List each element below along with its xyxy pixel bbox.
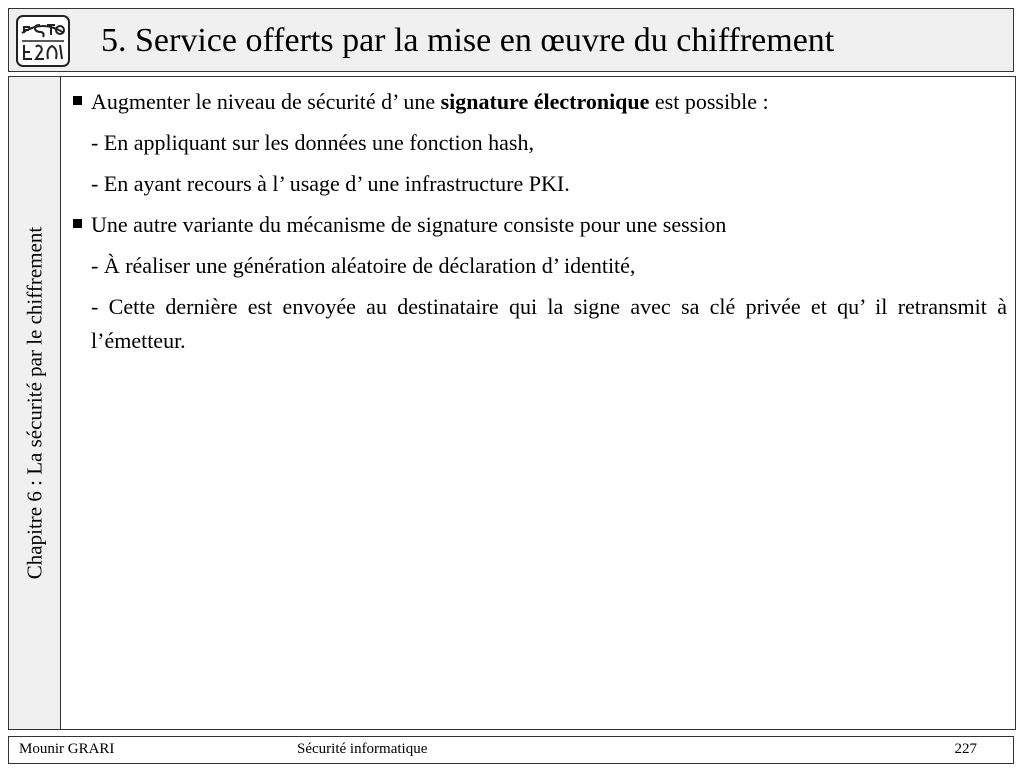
slide-header [8,8,1014,72]
bullet-item-1 [71,85,1007,119]
bullet-2-text: Une autre variante du mécanisme de signature consiste pour une session [91,212,727,237]
square-bullet-icon [73,96,82,105]
sub-item-4: - Cette dernière est envoyée au destinataire qui la signe avec sa clé privée et qu’ il retransmit à l’émetteur. [91,294,1007,353]
footer-course: Sécurité informatique [297,741,428,757]
slide-title: 5. Service offerts par la mise en œuvre du chiffrement [101,22,835,59]
sub-item-3: - À réaliser une génération aléatoire de déclaration d’ identité, [91,253,636,278]
chapter-label: Chapitre 6 : La sécurité par le chiffrement [22,226,46,580]
bullet-1-bold-term: signature électronique [440,89,650,114]
slide-content [60,76,1016,730]
sub-item-2: - En ayant recours à l’ usage d’ une infrastructure PKI. [91,171,570,196]
chapter-sidebar [8,76,61,730]
bullet-1-text-end: est possible : [649,89,769,114]
footer-page-number: 227 [954,741,977,757]
slide-footer [8,736,1014,764]
bullet-item-2 [71,208,1007,242]
sub-item-1: - En appliquant sur les données une fonction hash, [91,130,534,155]
footer-author: Mounir GRARI [19,741,115,757]
esto-logo-icon [16,15,70,67]
square-bullet-icon [73,219,82,228]
bullet-1-text-start: Augmenter le niveau de sécurité d’ une [91,89,441,114]
